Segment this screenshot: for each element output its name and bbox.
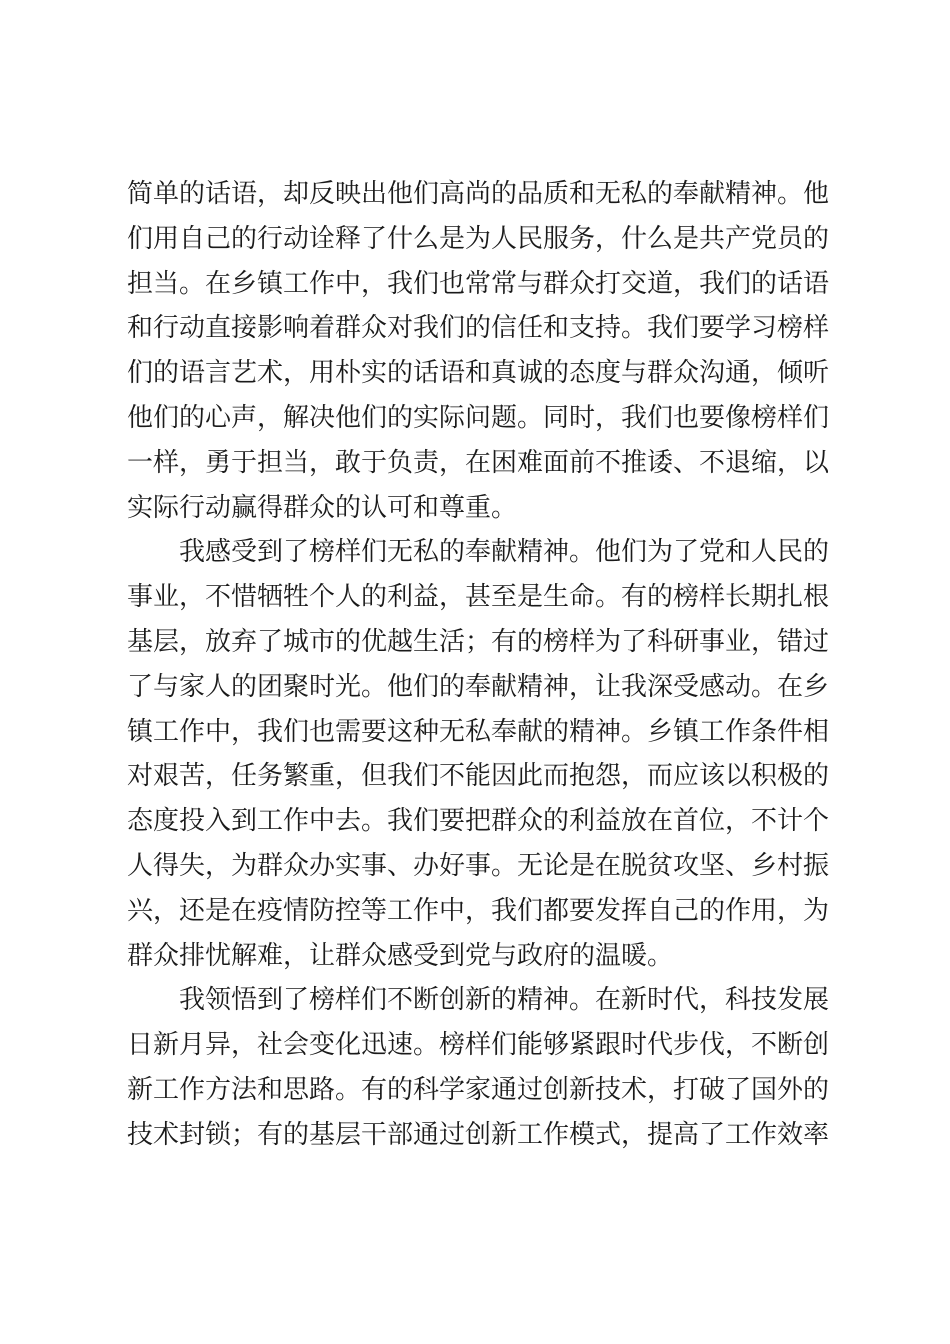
text-line: 群众排忧解难，让群众感受到党与政府的温暖。	[127, 940, 674, 971]
text-line: 他们的心声，解决他们的实际问题。同时，我们也要像榜样们	[127, 402, 830, 433]
text-line: 了与家人的团聚时光。他们的奉献精神，让我深受感动。在乡	[127, 671, 830, 702]
text-line: 镇工作中，我们也需要这种无私奉献的精神。乡镇工作条件相	[127, 716, 830, 747]
text-line: 技术封锁；有的基层干部通过创新工作模式，提高了工作效率	[127, 1119, 830, 1150]
text-line: 兴，还是在疫情防控等工作中，我们都要发挥自己的作用，为	[127, 895, 830, 926]
text-line: 日新月异，社会变化迅速。榜样们能够紧跟时代步伐，不断创	[127, 1030, 830, 1061]
text-line: 新工作方法和思路。有的科学家通过创新技术，打破了国外的	[127, 1074, 830, 1105]
text-line: 基层，放弃了城市的优越生活；有的榜样为了科研事业，错过	[127, 626, 830, 657]
text-line: 态度投入到工作中去。我们要把群众的利益放在首位，不计个	[127, 806, 830, 837]
text-line: 简单的话语，却反映出他们高尚的品质和无私的奉献精神。他	[127, 179, 830, 209]
text-line: 们用自己的行动诠释了什么是为人民服务，什么是共产党员的	[127, 223, 830, 254]
text-line: 一样，勇于担当，敢于负责，在困难面前不推诿、不退缩，以	[127, 447, 830, 478]
body-text	[127, 172, 830, 1158]
text-line: 对艰苦，任务繁重，但我们不能因此而抱怨，而应该以积极的	[127, 761, 830, 792]
text-line: 实际行动赢得群众的认可和尊重。	[127, 492, 518, 523]
paragraph-first-line: 我领悟到了榜样们不断创新的精神。在新时代，科技发展	[179, 985, 830, 1016]
text-line: 担当。在乡镇工作中，我们也常常与群众打交道，我们的话语	[127, 268, 830, 299]
text-line: 人得失，为群众办实事、办好事。无论是在脱贫攻坚、乡村振	[127, 850, 830, 881]
text-line: 们的语言艺术，用朴实的话语和真诚的态度与群众沟通，倾听	[127, 358, 830, 389]
text-line: 事业，不惜牺牲个人的利益，甚至是生命。有的榜样长期扎根	[127, 582, 830, 613]
text-line: 和行动直接影响着群众对我们的信任和支持。我们要学习榜样	[127, 313, 830, 344]
paragraph-first-line: 我感受到了榜样们无私的奉献精神。他们为了党和人民的	[179, 537, 830, 568]
